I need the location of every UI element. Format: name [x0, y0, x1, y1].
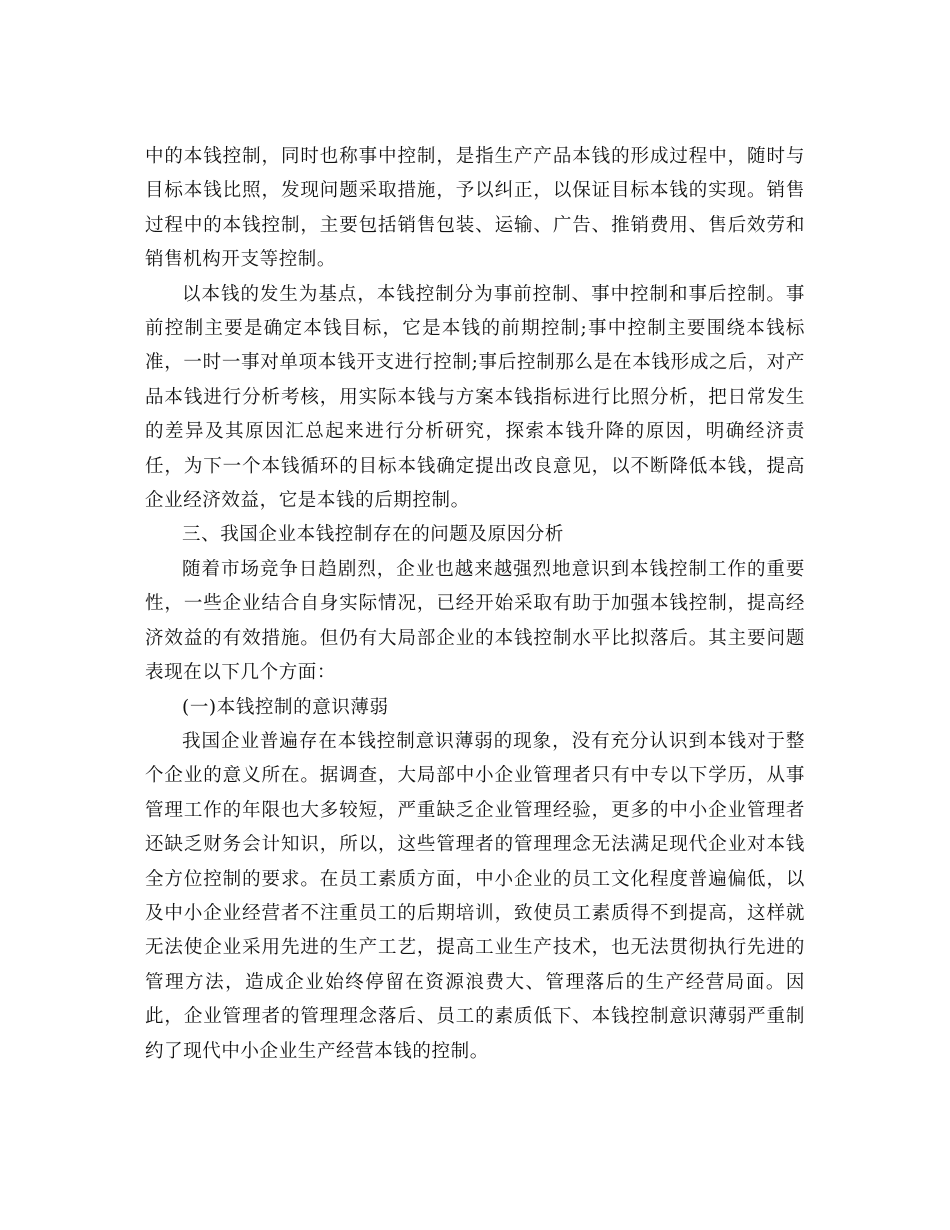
section-heading-problems: 三、我国企业本钱控制存在的问题及原因分析	[182, 524, 565, 546]
document-body	[145, 140, 805, 1069]
paragraph-cost-control-timing: 以本钱的发生为基点，本钱控制分为事前控制、事中控制和事后控制。事前控制主要是确定本钱目标，它是本钱的前期控制;事中控制主要围绕本钱标准，一时一事对单项本钱开支进行控制;事后控制那么是在本钱形成之后，对产品本钱进行分析考核，用实际本钱与方案本钱指标进行比照分析，把日常发生的差异及其原因汇总起来进行分析研究，探索本钱升降的原因，明确经济责任，为下一个本钱循环的目标本钱确定提出改良意见，以不断降低本钱，提高企业经济效益，它是本钱的后期控制。	[145, 283, 805, 512]
paragraph-market-competition: 随着市场竞争日趋剧烈，企业也越来越强烈地意识到本钱控制工作的重要性，一些企业结合自身实际情况，已经开始采取有助于加强本钱控制，提高经济效益的有效措施。但仍有大局部企业的本钱控制水平比拟落后。其主要问题表现在以下几个方面：	[145, 558, 805, 684]
subheading-weak-awareness: (一)本钱控制的意识薄弱	[182, 696, 389, 718]
paragraph-weak-awareness-detail: 我国企业普遍存在本钱控制意识薄弱的现象，没有充分认识到本钱对于整个企业的意义所在。据调查，大局部中小企业管理者只有中专以下学历，从事管理工作的年限也大多较短，严重缺乏企业管理经验，更多的中小企业管理者还缺乏财务会计知识，所以，这些管理者的管理理念无法满足现代企业对本钱全方位控制的要求。在员工素质方面，中小企业的员工文化程度普遍偏低，以及中小企业经营者不注重员工的后期培训，致使员工素质得不到提高，这样就无法使企业采用先进的生产工艺，提高工业生产技术，也无法贯彻执行先进的管理方法，造成企业始终停留在资源浪费大、管理落后的生产经营局面。因此，企业管理者的管理理念落后、员工的素质低下、本钱控制意识薄弱严重制约了现代中小企业生产经营本钱的控制。	[145, 730, 805, 1062]
paragraph-production-cost-control: 中的本钱控制，同时也称事中控制，是指生产产品本钱的形成过程中，随时与目标本钱比照，发现问题采取措施，予以纠正，以保证目标本钱的实现。销售过程中的本钱控制，主要包括销售包装、运输、广告、推销费用、售后效劳和销售机构开支等控制。	[145, 146, 805, 271]
